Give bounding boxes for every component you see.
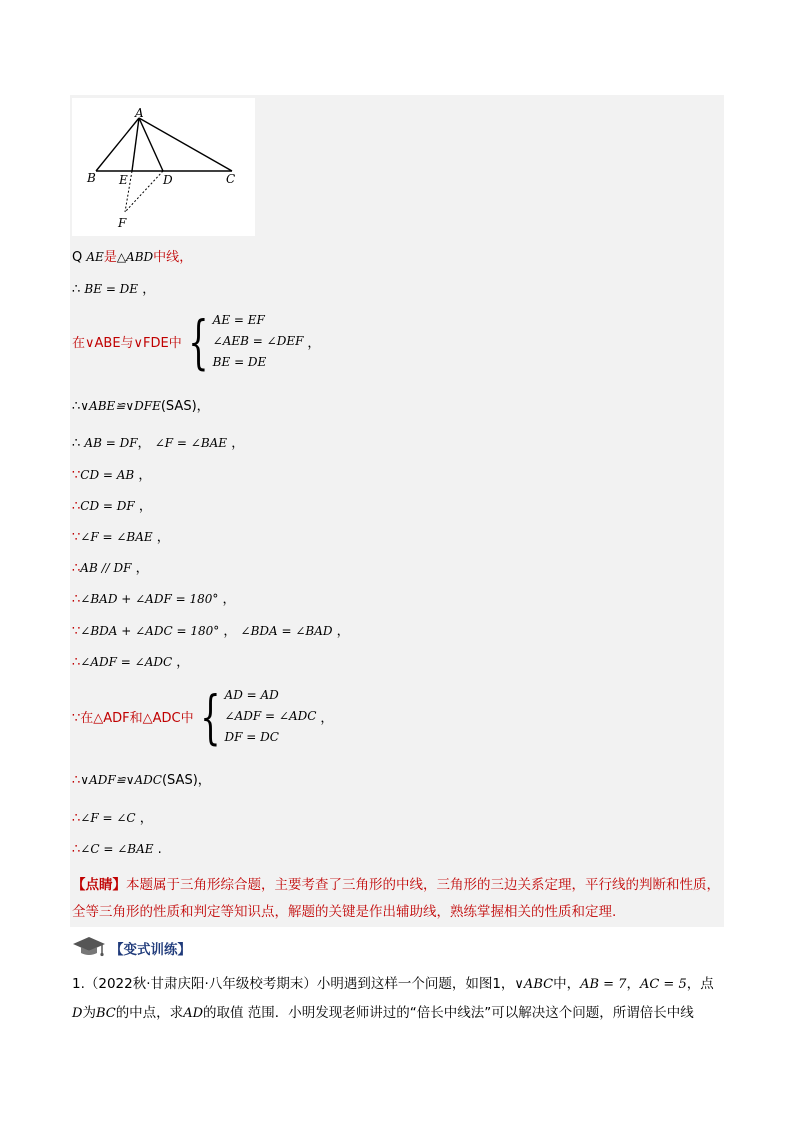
label-D: D <box>163 173 173 187</box>
step-13-system: ∵在△ADF和△ADC中 { AD = AD ∠ADF = ∠ADC DF = DC ， <box>72 682 334 751</box>
step-5: ∴ AB = DF， ∠F = ∠BAE ， <box>72 436 245 451</box>
step-6: ∵CD = AB ， <box>72 468 152 483</box>
step-2: ∴ BE = DE ， <box>72 282 156 297</box>
label-F: F <box>118 216 127 230</box>
step-11: ∵∠BDA + ∠ADC = 180° ， ∠BDA = ∠BAD ， <box>72 624 350 639</box>
step-4: ∴∨ABE≌∨DFE(SAS)， <box>72 399 210 414</box>
left-brace: { <box>188 307 209 376</box>
step-3-system: 在∨ABE与∨FDE中 { AE = EF ∠AEB = ∠DEF BE = DE ， <box>72 307 321 376</box>
label-A: A <box>135 106 144 120</box>
step-12: ∴∠ADF = ∠ADC ， <box>72 655 190 670</box>
step-16: ∴∠C = ∠BAE . <box>72 842 162 857</box>
step-1: Q AE是△ABD中线， <box>72 250 193 265</box>
step-14: ∴∨ADF≌∨ADC(SAS)， <box>72 773 211 788</box>
label-E: E <box>119 173 128 187</box>
step-15: ∴∠F = ∠C ， <box>72 811 153 826</box>
step-10: ∴∠BAD + ∠ADF = 180° ， <box>72 592 236 607</box>
label-B: B <box>87 171 96 185</box>
step-9: ∴AB // DF ， <box>72 561 149 576</box>
label-C: C <box>226 172 236 186</box>
step-8: ∵∠F = ∠BAE ， <box>72 530 170 545</box>
step-7: ∴CD = DF ， <box>72 499 152 514</box>
problem-1-text: 1.（2022秋·甘肃庆阳·八年级校考期末）小明遇到这样一个问题，如图1，∨ABC中，AB = 7，AC = 5，点D为BC的中点，求AD的取值 范围．小明发现老师讲过的“倍长中线法”可以解决这个问题，所谓倍长中线 <box>72 976 714 1021</box>
key-point-note: 【点睛】本题属于三角形综合题，主要考查了三角形的中线，三角形的三边关系定理，平行线的判断和性质，全等三角形的性质和判定等知识点，解题的关键是作出辅助线，熟练掌握相关的性质和定理. <box>72 877 720 920</box>
variant-training-header: 【变式训练】 <box>72 935 191 961</box>
left-brace: { <box>199 682 221 751</box>
graduation-cap-icon <box>72 935 106 961</box>
triangle-figure <box>72 98 255 236</box>
